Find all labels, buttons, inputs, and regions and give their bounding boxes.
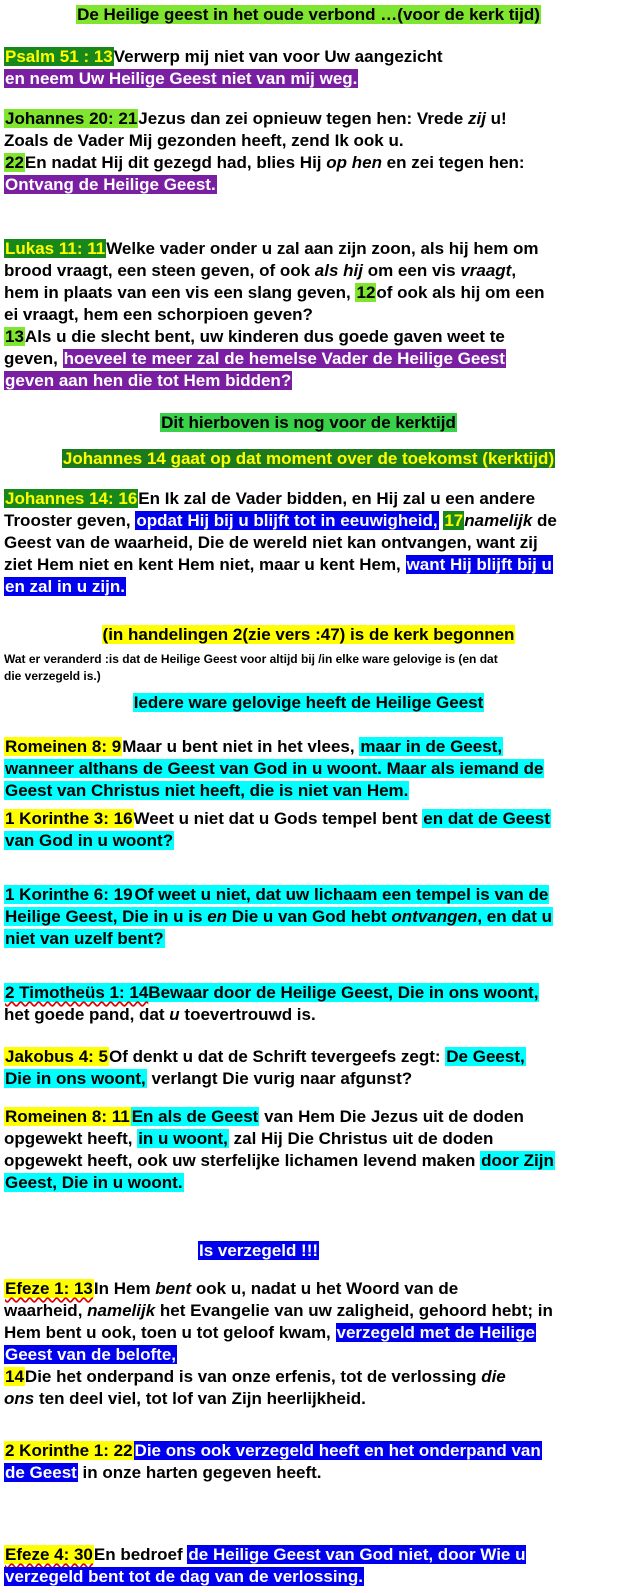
highlight-text: Of weet u niet, dat uw lichaam een tempel is van de xyxy=(134,885,549,904)
banner-text: Dit hierboven is nog voor de kerktijd xyxy=(161,413,456,432)
highlight-text: verzegeld met de Heilige xyxy=(336,1323,535,1342)
verse-ref: Psalm 51 : 13 xyxy=(5,47,113,66)
verse-text: ten deel viel, tot lof van Zijn heerlijkheid. xyxy=(34,1389,366,1408)
verse-text: zal Hij Die Christus uit de doden xyxy=(228,1129,494,1148)
verse-ref: Romeinen 8: 11 xyxy=(5,1107,130,1126)
highlight-text: opdat Hij bij u blijft tot in eeuwigheid, xyxy=(136,511,438,530)
verse-ref: Lukas 11: 11 xyxy=(5,239,106,258)
kor2-line-1 xyxy=(4,1440,542,1462)
verse-number: 14 xyxy=(5,1367,24,1386)
italic-text: als hij xyxy=(314,261,363,280)
psalm-line-1 xyxy=(4,46,443,68)
highlight-text: wanneer althans de Geest van God in u woont. Maar als iemand de xyxy=(5,759,544,778)
verse-text: Bewaar door de Heilige Geest, Die in ons woont, xyxy=(148,983,539,1002)
verse-text: , en dat u xyxy=(477,907,552,926)
highlight-text: De Geest, xyxy=(446,1047,525,1066)
verse-text: waarheid, xyxy=(4,1301,88,1320)
lukas-line-2 xyxy=(4,260,516,282)
psalm-line-2 xyxy=(4,68,358,90)
joh20-line-1 xyxy=(4,108,507,130)
highlight-text: verzegeld bent tot de dag van de verlossing. xyxy=(5,1567,364,1586)
verse-text: En bedroef xyxy=(93,1545,188,1564)
verse-text: geven, xyxy=(4,349,63,368)
joh14-line-4 xyxy=(4,554,553,576)
verse-text: En Ik zal de Vader bidden, en Hij zal u een andere xyxy=(138,489,536,508)
note-line-2 xyxy=(4,669,101,683)
joh14-line-2 xyxy=(4,510,557,532)
banner-every-believer xyxy=(0,692,617,714)
page-title xyxy=(0,4,617,26)
rom89-line-3 xyxy=(4,780,409,802)
verse-number: 12 xyxy=(356,283,376,302)
verse-text: Maar u bent niet in het vlees, xyxy=(122,737,360,756)
highlight-text: niet van uzelf bent? xyxy=(5,929,164,948)
verse-number: 22 xyxy=(5,153,24,172)
efeze113-line-6 xyxy=(4,1388,366,1410)
banner-pre-church xyxy=(0,412,617,434)
italic-text: en xyxy=(207,907,228,926)
efeze113-line-4 xyxy=(4,1344,177,1366)
verse-text: Als u die slecht bent, uw kinderen dus goede gaven weet te xyxy=(24,327,505,346)
rom811-line-4 xyxy=(4,1172,184,1194)
rom89-line-1 xyxy=(4,736,503,758)
verse-text: opgewekt heeft, ook uw sterfelijke lichamen levend maken xyxy=(4,1151,481,1170)
joh14-line-3 xyxy=(4,532,538,554)
highlight-text: en dat de Geest xyxy=(423,809,550,828)
tim-line-2 xyxy=(4,1004,316,1026)
verse-text: u! xyxy=(485,109,507,128)
italic-text: zij xyxy=(467,109,486,128)
verse-text: brood vraagt, een steen geven, of ook xyxy=(4,261,315,280)
note-line-1 xyxy=(4,652,498,666)
jak-line-1 xyxy=(4,1046,526,1068)
verse-ref: 1 Korinthe 3: 16 xyxy=(5,809,133,828)
verse-ref: Jakobus 4: 5 xyxy=(5,1047,108,1066)
verse-number: 17 xyxy=(444,511,464,530)
verse-ref: Efeze 1: 13 xyxy=(5,1279,93,1298)
verse-text: verlangt Die vurig naar afgunst? xyxy=(146,1069,413,1088)
highlight-text: Geest van Christus niet heeft, die is niet van Hem. xyxy=(5,781,409,800)
verse-text: Welke vader onder u zal aan zijn zoon, als hij hem om xyxy=(106,239,539,258)
verse-text: ziet Hem niet en kent Hem niet, maar u kent Hem, xyxy=(4,555,406,574)
verse-text: de xyxy=(532,511,557,530)
verse-text: in onze harten gegeven heeft. xyxy=(77,1463,322,1482)
efeze113-line-5 xyxy=(4,1366,506,1388)
verse-text: hem in plaats van een vis een slang geven, xyxy=(4,283,356,302)
highlight-text: Geest van de belofte, xyxy=(5,1345,176,1364)
verse-text: Geest van de waarheid, Die de wereld niet kan ontvangen, want zij xyxy=(4,533,538,552)
note-text: die verzegeld is.) xyxy=(4,669,101,683)
efeze113-line-2 xyxy=(4,1300,553,1322)
verse-ref: Johannes 14: 16 xyxy=(5,489,138,508)
highlight-text: door Zijn xyxy=(481,1151,554,1170)
verse-ref: Efeze 4: 30 xyxy=(5,1545,93,1564)
lukas-line-6 xyxy=(4,348,506,370)
kor316-line-1 xyxy=(4,808,551,830)
lukas-line-3 xyxy=(4,282,545,304)
efeze430-line-2 xyxy=(4,1566,364,1588)
italic-text: ons xyxy=(4,1389,35,1408)
efeze430-line-1 xyxy=(4,1544,526,1566)
verse-ref: 2 Korinthe 1: 22 xyxy=(5,1441,133,1460)
banner-sealed xyxy=(198,1240,319,1262)
kor619-line-1 xyxy=(4,884,549,906)
verse-text: en zei tegen hen: xyxy=(381,153,525,172)
verse-text: Weet u niet dat u Gods tempel bent xyxy=(133,809,423,828)
italic-text: vraagt xyxy=(460,261,512,280)
verse-ref: 2 Timotheüs 1: 14 xyxy=(5,983,149,1002)
highlight-text: want Hij blijft bij u xyxy=(406,555,552,574)
kor316-line-2 xyxy=(4,830,174,852)
banner-text: (in handelingen 2(zie vers :47) is de kerk begonnen xyxy=(102,625,515,644)
verse-text: Zoals de Vader Mij gezonden heeft, zend Ik ook u. xyxy=(4,131,404,150)
verse-text: Of denkt u dat de Schrift tevergeefs zegt: xyxy=(109,1047,446,1066)
highlight-text: maar in de Geest, xyxy=(360,737,503,756)
highlight-text: hoeveel te meer zal de hemelse Vader de Heilige Geest xyxy=(63,349,505,368)
verse-text: het Evangelie van uw zaligheid, gehoord hebt; in xyxy=(155,1301,553,1320)
banner-handelingen xyxy=(0,624,617,646)
kor619-line-3 xyxy=(4,928,165,950)
verse-text: Verwerp mij niet van voor Uw aangezicht xyxy=(113,47,443,66)
joh20-line-4 xyxy=(4,174,217,196)
joh14-line-1 xyxy=(4,488,535,510)
jak-line-2 xyxy=(4,1068,412,1090)
verse-text: ei vraagt, hem een schorpioen geven? xyxy=(4,305,313,324)
rom811-line-2 xyxy=(4,1128,493,1150)
verse-text: Die u van God hebt xyxy=(227,907,392,926)
italic-text: ontvangen xyxy=(391,907,478,926)
verse-text: om een vis xyxy=(362,261,461,280)
highlight-text: Ontvang de Heilige Geest. xyxy=(5,175,216,194)
verse-text: , xyxy=(511,261,517,280)
verse-ref: Romeinen 8: 9 xyxy=(5,737,122,756)
kor2-line-2 xyxy=(4,1462,322,1484)
italic-text: op hen xyxy=(326,153,382,172)
italic-text: bent xyxy=(155,1279,192,1298)
rom89-line-2 xyxy=(4,758,544,780)
verse-text: ook u, nadat u het Woord van de xyxy=(191,1279,459,1298)
kor619-line-2 xyxy=(4,906,553,928)
joh20-line-2 xyxy=(4,130,404,152)
italic-text: namelijk xyxy=(87,1301,156,1320)
lukas-line-1 xyxy=(4,238,539,260)
verse-text: Heilige Geest, Die in u is xyxy=(5,907,208,926)
lukas-line-7 xyxy=(4,370,292,392)
highlight-text: in u woont, xyxy=(138,1129,228,1148)
title-text: De Heilige geest in het oude verbond …(voor de kerk tijd) xyxy=(77,5,540,24)
banner-text: Is verzegeld !!! xyxy=(199,1241,319,1260)
verse-text: het goede pand, dat xyxy=(4,1005,170,1024)
banner-text: Iedere ware gelovige heeft de Heilige Geest xyxy=(133,693,484,712)
verse-text: Trooster geven, xyxy=(4,511,136,530)
tim-line-1 xyxy=(4,982,539,1004)
highlight-text: Die ons ook verzegeld heeft en het onderpand van xyxy=(134,1441,541,1460)
verse-text: opgewekt heeft, xyxy=(4,1129,138,1148)
italic-text: u xyxy=(169,1005,180,1024)
lukas-line-4 xyxy=(4,304,313,326)
verse-text: Die het onderpand is van onze erfenis, tot de verlossing xyxy=(24,1367,482,1386)
verse-text: of ook als hij om een xyxy=(376,283,545,302)
note-text: Wat er veranderd :is dat de Heilige Geest voor altijd bij /in elke ware gelovige is (en dat xyxy=(4,652,498,666)
lukas-line-5 xyxy=(4,326,505,348)
highlight-text: de Geest xyxy=(5,1463,77,1482)
highlight-text: Die in ons woont, xyxy=(5,1069,146,1088)
highlight-text: en neem Uw Heilige Geest niet van mij weg. xyxy=(5,69,358,88)
highlight-text: van God in u woont? xyxy=(5,831,174,850)
highlight-text: Geest, Die in u woont. xyxy=(5,1173,183,1192)
efeze113-line-3 xyxy=(4,1322,536,1344)
italic-text: namelijk xyxy=(464,511,533,530)
verse-text: toevertrouwd is. xyxy=(179,1005,316,1024)
rom811-line-1 xyxy=(4,1106,524,1128)
verse-text: Hem bent u ook, toen u tot geloof kwam, xyxy=(4,1323,336,1342)
joh14-line-5 xyxy=(4,576,126,598)
verse-text: In Hem xyxy=(93,1279,156,1298)
highlight-text: en zal in u zijn. xyxy=(5,577,125,596)
verse-ref: 1 Korinthe 6: 19 xyxy=(5,885,133,904)
rom811-line-3 xyxy=(4,1150,555,1172)
joh20-line-3 xyxy=(4,152,525,174)
verse-text: Jezus dan zei opnieuw tegen hen: Vrede xyxy=(138,109,468,128)
highlight-text xyxy=(4,983,539,1002)
verse-number: 13 xyxy=(5,327,24,346)
highlight-text: En als de Geest xyxy=(131,1107,259,1126)
banner-joh14 xyxy=(0,448,617,470)
efeze113-line-1 xyxy=(4,1278,458,1300)
verse-text: van Hem Die Jezus uit de doden xyxy=(259,1107,524,1126)
verse-text: En nadat Hij dit gezegd had, blies Hij xyxy=(24,153,327,172)
italic-text: die xyxy=(481,1367,506,1386)
banner-text: Johannes 14 gaat op dat moment over de toekomst (kerktijd) xyxy=(62,449,555,468)
highlight-text: geven aan hen die tot Hem bidden? xyxy=(5,371,292,390)
verse-ref: Johannes 20: 21 xyxy=(5,109,138,128)
highlight-text: de Heilige Geest van God niet, door Wie u xyxy=(188,1545,526,1564)
highlight-text xyxy=(4,907,553,926)
